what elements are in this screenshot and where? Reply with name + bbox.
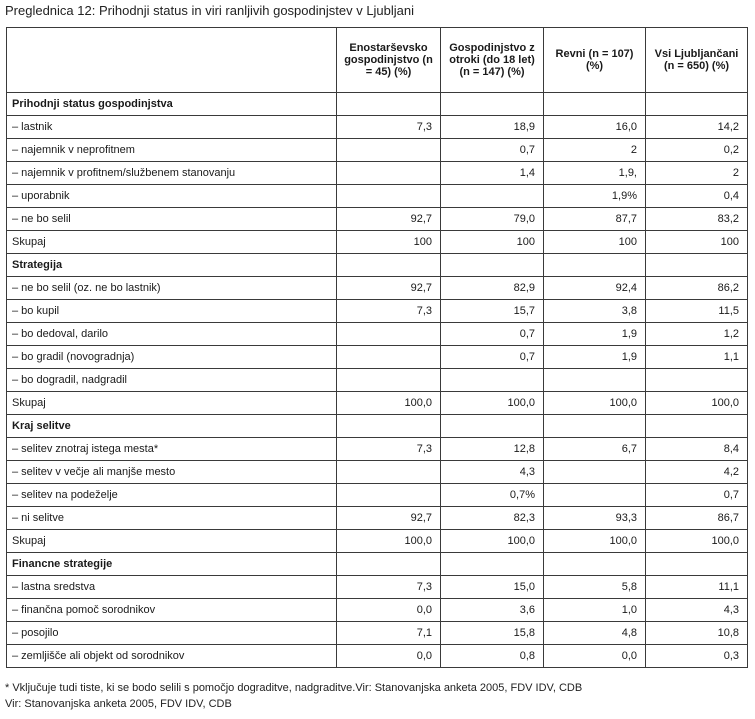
value-cell: 86,7 [646,507,748,530]
value-cell: 0,7 [441,139,544,162]
value-cell: 2 [544,139,646,162]
table-row [7,645,748,668]
value-cell: 100,0 [646,530,748,553]
value-cell: 0,7 [646,484,748,507]
value-cell [646,553,748,576]
section-row [7,93,748,116]
value-cell [544,369,646,392]
value-cell [337,415,441,438]
value-cell: 100,0 [337,530,441,553]
value-cell: 4,8 [544,622,646,645]
value-cell: 0,8 [441,645,544,668]
value-cell: 0,0 [337,599,441,622]
value-cell: 92,7 [337,507,441,530]
value-cell [544,461,646,484]
total-row [7,231,748,254]
value-cell [544,254,646,277]
row-label-cell: – bo kupil [7,300,337,323]
row-label-cell: Skupaj [7,231,337,254]
table-row [7,277,748,300]
row-label-cell: – zemljišče ali objekt od sorodnikov [7,645,337,668]
table-body [7,93,748,668]
value-cell: 92,4 [544,277,646,300]
table-caption [5,3,414,18]
table-row [7,507,748,530]
row-label-cell: – ne bo selil [7,208,337,231]
value-cell [337,93,441,116]
total-row [7,392,748,415]
value-cell: 87,7 [544,208,646,231]
header-cell-all-residents: Vsi Ljubljančani (n = 650) (%) [646,28,748,93]
value-cell: 100 [646,231,748,254]
value-cell [646,254,748,277]
value-cell [337,461,441,484]
value-cell: 18,9 [441,116,544,139]
row-label-cell: – bo dedoval, darilo [7,323,337,346]
value-cell: 7,3 [337,576,441,599]
value-cell: 1,0 [544,599,646,622]
value-cell: 92,7 [337,277,441,300]
value-cell: 100,0 [544,530,646,553]
value-cell: 0,4 [646,185,748,208]
value-cell: 11,5 [646,300,748,323]
value-cell [441,415,544,438]
table-row [7,484,748,507]
value-cell [337,185,441,208]
table-header-row [7,28,748,93]
value-cell: 4,2 [646,461,748,484]
value-cell [337,139,441,162]
value-cell: 1,4 [441,162,544,185]
row-label-cell: – ni selitve [7,507,337,530]
table-row [7,162,748,185]
value-cell: 7,3 [337,116,441,139]
row-label-cell: – selitev znotraj istega mesta* [7,438,337,461]
row-label-cell: – finančna pomoč sorodnikov [7,599,337,622]
row-label-cell: – posojilo [7,622,337,645]
row-label-cell: Skupaj [7,392,337,415]
value-cell: 6,7 [544,438,646,461]
table-row [7,208,748,231]
value-cell: 100 [337,231,441,254]
value-cell: 3,6 [441,599,544,622]
value-cell: 1,2 [646,323,748,346]
value-cell: 4,3 [646,599,748,622]
table-row [7,346,748,369]
value-cell: 15,7 [441,300,544,323]
value-cell: 0,2 [646,139,748,162]
value-cell: 1,9 [544,346,646,369]
row-label-cell: – selitev v večje ali manjše mesto [7,461,337,484]
row-label-cell: Kraj selitve [7,415,337,438]
header-cell-single-parent: Enostarševsko gospodinjstvo (n = 45) (%) [337,28,441,93]
value-cell [337,553,441,576]
value-cell: 82,3 [441,507,544,530]
value-cell: 92,7 [337,208,441,231]
value-cell: 100,0 [441,530,544,553]
row-label-cell: – selitev na podeželje [7,484,337,507]
table-row [7,599,748,622]
value-cell [441,93,544,116]
data-table [6,27,748,668]
value-cell [441,369,544,392]
caption-label: Preglednica 12: [5,3,96,18]
value-cell [646,369,748,392]
value-cell: 5,8 [544,576,646,599]
value-cell [337,369,441,392]
value-cell: 11,1 [646,576,748,599]
value-cell: 10,8 [646,622,748,645]
value-cell: 2 [646,162,748,185]
row-label-cell: – uporabnik [7,185,337,208]
row-label-cell: – najemnik v neprofitnem [7,139,337,162]
value-cell: 12,8 [441,438,544,461]
table-row [7,576,748,599]
value-cell: 83,2 [646,208,748,231]
value-cell: 86,2 [646,277,748,300]
value-cell: 79,0 [441,208,544,231]
value-cell [646,93,748,116]
value-cell [337,484,441,507]
header-cell-blank [7,28,337,93]
row-label-cell: – bo dogradil, nadgradil [7,369,337,392]
table-notes [5,680,582,712]
value-cell: 100 [441,231,544,254]
value-cell: 4,3 [441,461,544,484]
value-cell [337,162,441,185]
section-row [7,553,748,576]
value-cell: 16,0 [544,116,646,139]
value-cell: 0,7 [441,323,544,346]
value-cell: 0,0 [544,645,646,668]
row-label-cell: Financne strategije [7,553,337,576]
caption-title: Prihodnji status in viri ranljivih gospodinjstev v Ljubljani [98,3,415,18]
row-label-cell: – lastna sredstva [7,576,337,599]
row-label-cell: – lastnik [7,116,337,139]
table-row [7,116,748,139]
value-cell: 7,3 [337,438,441,461]
header-cell-with-children: Gospodinjstvo z otroki (do 18 let) (n = 147) (%) [441,28,544,93]
section-row [7,254,748,277]
value-cell: 15,0 [441,576,544,599]
value-cell: 8,4 [646,438,748,461]
value-cell: 100,0 [441,392,544,415]
table-row [7,323,748,346]
value-cell [441,185,544,208]
value-cell [337,346,441,369]
value-cell: 3,8 [544,300,646,323]
value-cell: 0,3 [646,645,748,668]
table-row [7,622,748,645]
value-cell: 93,3 [544,507,646,530]
value-cell [544,415,646,438]
value-cell: 14,2 [646,116,748,139]
value-cell: 0,7 [441,346,544,369]
value-cell: 1,9, [544,162,646,185]
value-cell: 100 [544,231,646,254]
row-label-cell: – ne bo selil (oz. ne bo lastnik) [7,277,337,300]
value-cell [544,484,646,507]
source-note: Vir: Stanovanjska anketa 2005, FDV IDV, CDB [5,698,232,710]
value-cell [441,553,544,576]
row-label-cell: Strategija [7,254,337,277]
row-label-cell: – bo gradil (novogradnja) [7,346,337,369]
table-row [7,369,748,392]
value-cell: 7,3 [337,300,441,323]
value-cell [544,93,646,116]
header-cell-poor: Revni (n = 107) (%) [544,28,646,93]
value-cell: 0,7% [441,484,544,507]
value-cell [337,254,441,277]
section-row [7,415,748,438]
value-cell: 100,0 [337,392,441,415]
row-label-cell: – najemnik v profitnem/službenem stanovanju [7,162,337,185]
row-label-cell: Prihodnji status gospodinjstva [7,93,337,116]
value-cell [337,323,441,346]
value-cell: 1,9 [544,323,646,346]
value-cell: 0,0 [337,645,441,668]
table-row [7,139,748,162]
table-row [7,300,748,323]
value-cell: 100,0 [544,392,646,415]
value-cell: 82,9 [441,277,544,300]
row-label-cell: Skupaj [7,530,337,553]
value-cell: 15,8 [441,622,544,645]
value-cell: 7,1 [337,622,441,645]
value-cell [646,415,748,438]
footnote: * Vključuje tudi tiste, ki se bodo selili s pomočjo dograditve, nadgraditve.Vir: Stanovanjska anketa 2005, FDV IDV, CDB [5,682,583,694]
total-row [7,530,748,553]
table-row [7,438,748,461]
value-cell [544,553,646,576]
table-row [7,185,748,208]
value-cell [441,254,544,277]
value-cell: 1,9% [544,185,646,208]
value-cell: 100,0 [646,392,748,415]
value-cell: 1,1 [646,346,748,369]
table-row [7,461,748,484]
